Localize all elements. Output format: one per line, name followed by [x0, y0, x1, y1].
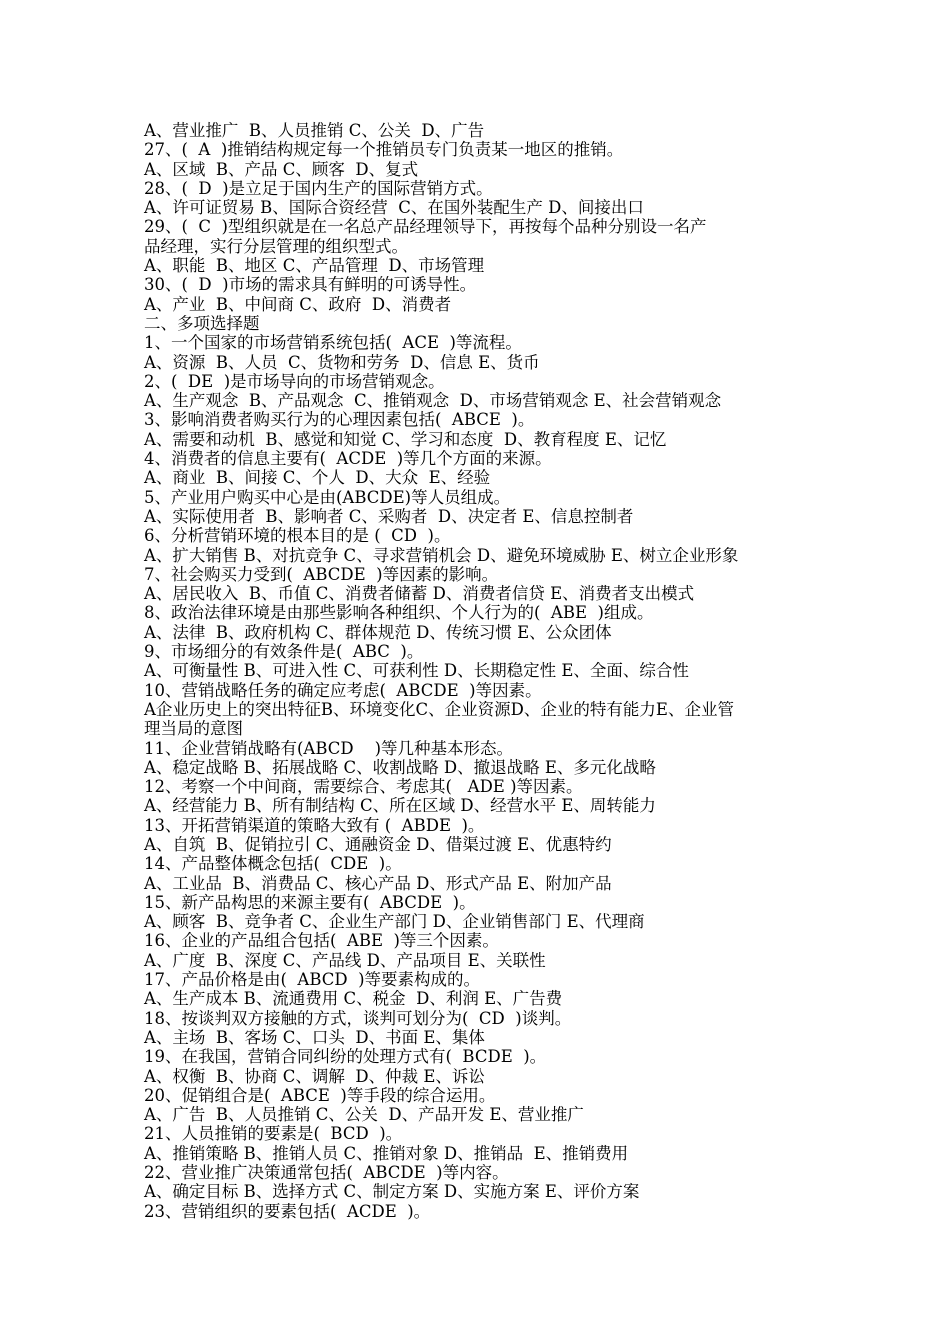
- text-line: 理当局的意图: [144, 719, 243, 739]
- text-line: A、资源 B、人员 C、货物和劳务 D、信息 E、货币: [144, 352, 540, 372]
- text-line: A、需要和动机 B、感觉和知觉 C、学习和态度 D、教育程度 E、记忆: [144, 429, 667, 449]
- text-line: 23、营销组织的要素包括( ACDE )。: [144, 1201, 431, 1221]
- text-line: 4、消费者的信息主要有( ACDE )等几个方面的来源。: [144, 449, 552, 469]
- text-line: 11、企业营销战略有(ABCD )等几种基本形态。: [144, 738, 514, 758]
- text-line: A、生产成本 B、流通费用 C、税金 D、利润 E、广告费: [144, 989, 563, 1009]
- text-line: 28、( D )是立足于国内生产的国际营销方式。: [144, 178, 493, 198]
- text-line: 3、影响消费者购买行为的心理因素包括( ABCE )。: [144, 410, 535, 430]
- text-line: 18、按谈判双方接触的方式，谈判可划分为( CD )谈判。: [144, 1008, 572, 1028]
- text-line: A、营业推广 B、人员推销 C、公关 D、广告: [144, 121, 485, 140]
- text-line: A、实际使用者 B、影响者 C、采购者 D、决定者 E、信息控制者: [144, 506, 634, 526]
- text-line: A、可衡量性 B、可进入性 C、可获利性 D、长期稳定性 E、全面、综合性: [144, 661, 689, 681]
- text-line: A企业历史上的突出特征B、环境变化C、企业资源D、企业的特有能力E、企业管: [144, 699, 734, 719]
- text-line: 30、( D )市场的需求具有鲜明的可诱导性。: [144, 275, 477, 295]
- text-line: 品经理，实行分层管理的组织型式。: [144, 236, 408, 256]
- document-page: [144, 121, 812, 1221]
- text-line: 10、营销战略任务的确定应考虑( ABCDE )等因素。: [144, 680, 542, 700]
- text-line: A、主场 B、客场 C、口头 D、书面 E、集体: [144, 1027, 485, 1047]
- text-line: A、区域 B、产品 C、顾客 D、复式: [144, 159, 419, 179]
- text-line: A、居民收入 B、币值 C、消费者储蓄 D、消费者信贷 E、消费者支出模式: [144, 584, 695, 604]
- text-line: A、广告 B、人员推销 C、公关 D、产品开发 E、营业推广: [144, 1105, 584, 1125]
- text-line: A、广度 B、深度 C、产品线 D、产品项目 E、关联性: [144, 950, 546, 970]
- text-line: 29、( C )型组织就是在一名总产品经理领导下，再按每个品种分别设一名产: [144, 217, 707, 237]
- text-line: 5、产业用户购买中心是由(ABCDE)等人员组成。: [144, 487, 511, 507]
- text-line: 7、社会购买力受到( ABCDE )等因素的影响。: [144, 564, 499, 584]
- text-line: 8、政治法律环境是由那些影响各种组织、个人行为的( ABE )组成。: [144, 603, 654, 623]
- text-line: A、职能 B、地区 C、产品管理 D、市场管理: [144, 256, 485, 276]
- text-line: 6、分析营销环境的根本目的是 ( CD )。: [144, 526, 451, 546]
- text-line: A、经营能力 B、所有制结构 C、所在区域 D、经营水平 E、周转能力: [144, 796, 656, 816]
- text-line: A、生产观念 B、产品观念 C、推销观念 D、市场营销观念 E、社会营销观念: [144, 391, 722, 411]
- text-line: 二、多项选择题: [144, 313, 260, 333]
- text-line: A、自筑 B、促销拉引 C、通融资金 D、借渠过渡 E、优惠特约: [144, 834, 612, 854]
- text-line: 9、市场细分的有效条件是( ABC )。: [144, 642, 424, 662]
- text-line: 15、新产品构思的来源主要有( ABCDE )。: [144, 892, 476, 912]
- text-line: A、产业 B、中间商 C、政府 D、消费者: [144, 294, 452, 314]
- text-line: 1、一个国家的市场营销系统包括( ACE )等流程。: [144, 333, 522, 353]
- text-line: 19、在我国，营销合同纠纷的处理方式有( BCDE )。: [144, 1047, 547, 1067]
- text-line: A、稳定战略 B、拓展战略 C、收割战略 D、撤退战略 E、多元化战略: [144, 757, 656, 777]
- text-line: 21、人员推销的要素是( BCD )。: [144, 1124, 403, 1144]
- text-line: A、法律 B、政府机构 C、群体规范 D、传统习惯 E、公众团体: [144, 622, 612, 642]
- text-line: A、推销策略 B、推销人员 C、推销对象 D、推销品 E、推销费用: [144, 1143, 629, 1163]
- text-line: 13、开拓营销渠道的策略大致有 ( ABDE )。: [144, 815, 485, 835]
- text-line: A、顾客 B、竞争者 C、企业生产部门 D、企业销售部门 E、代理商: [144, 912, 645, 932]
- text-line: 27、( A )推销结构规定每一个推销员专门负责某一地区的推销。: [144, 140, 624, 160]
- text-line: A、权衡 B、协商 C、调解 D、仲裁 E、诉讼: [144, 1066, 485, 1086]
- text-line: 22、营业推广决策通常包括( ABCDE )等内容。: [144, 1163, 509, 1183]
- text-line: A、许可证贸易 B、国际合资经营 C、在国外装配生产 D、间接出口: [144, 198, 644, 218]
- text-line: 16、企业的产品组合包括( ABE )等三个因素。: [144, 931, 499, 951]
- text-line: A、扩大销售 B、对抗竞争 C、寻求营销机会 D、避免环境威胁 E、树立企业形象: [144, 545, 739, 565]
- text-line: 14、产品整体概念包括( CDE )。: [144, 854, 402, 874]
- text-line: A、商业 B、间接 C、个人 D、大众 E、经验: [144, 468, 491, 488]
- text-line: A、确定目标 B、选择方式 C、制定方案 D、实施方案 E、评价方案: [144, 1182, 640, 1202]
- text-line: 20、促销组合是( ABCE )等手段的综合运用。: [144, 1085, 496, 1105]
- text-line: 17、产品价格是由( ABCD )等要素构成的。: [144, 970, 481, 990]
- text-line: A、工业品 B、消费品 C、核心产品 D、形式产品 E、附加产品: [144, 873, 612, 893]
- text-line: 12、考察一个中间商，需要综合、考虑其( ADE )等因素。: [144, 777, 583, 797]
- text-line: 2、( DE )是市场导向的市场营销观念。: [144, 371, 445, 391]
